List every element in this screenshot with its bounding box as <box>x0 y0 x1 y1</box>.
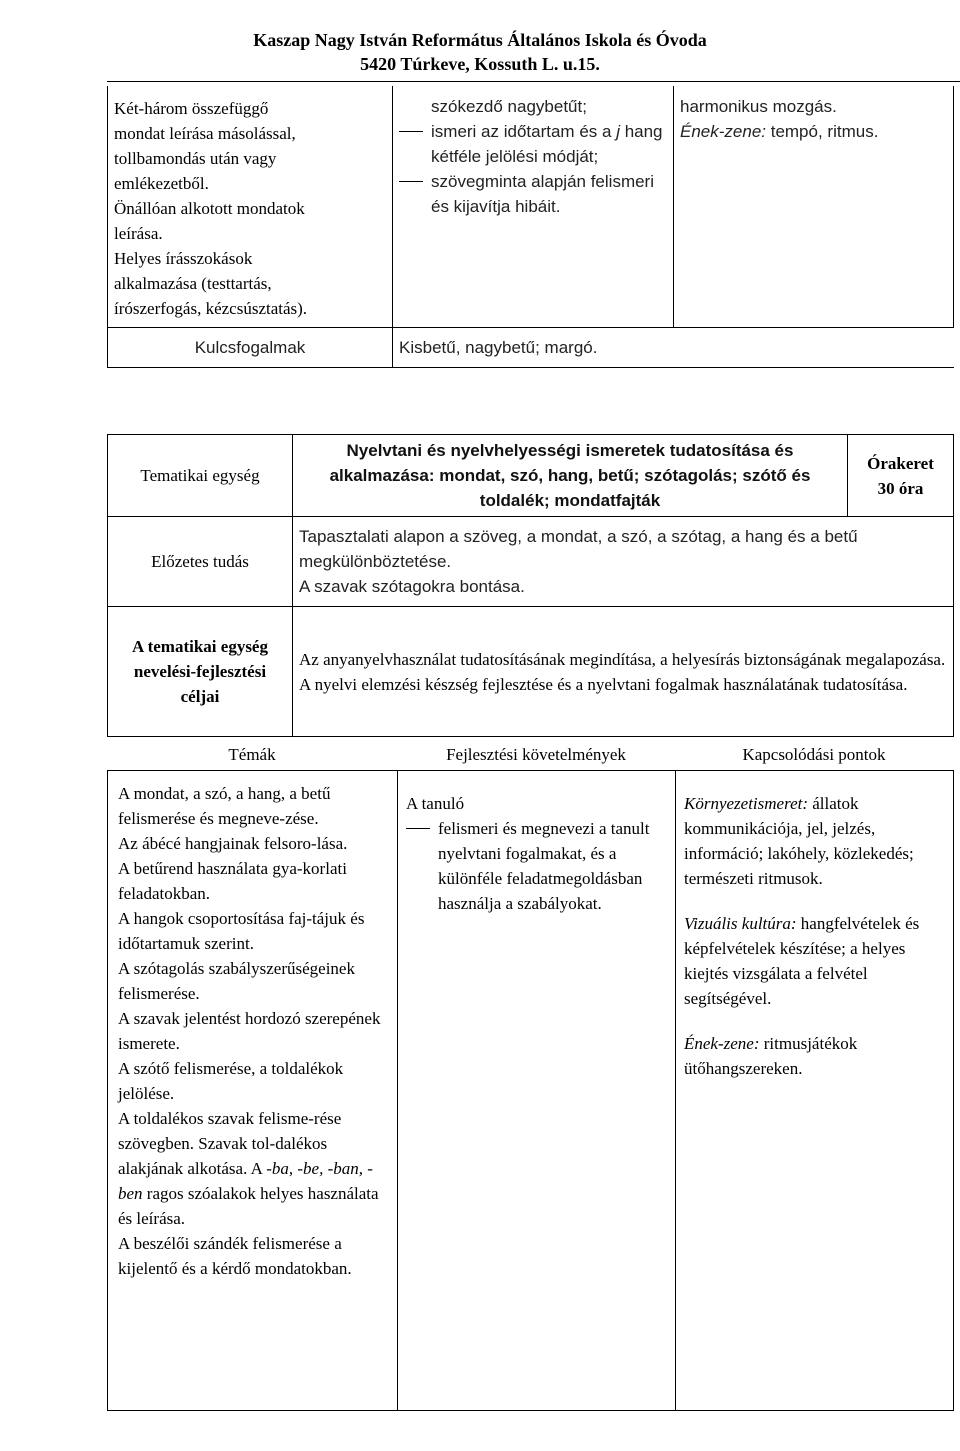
col2-item: szövegminta alapján felismeri és kijavítja hibáit. <box>399 169 667 219</box>
prior-knowledge-label: Előzetes tudás <box>108 517 293 607</box>
unit-title: Nyelvtani és nyelvhelyességi ismeretek tudatosítása és alkalmazása: mondat, szó, hang, betű; szótagolás; szótő és toldalék; mondatfajták <box>293 435 848 517</box>
top-col-1-line: mondat leírása másolással, <box>114 124 296 143</box>
top-col-1-line: tollbamondás után vagy <box>114 149 277 168</box>
requirement-item: felismeri és megnevezi a tanult nyelvtani fogalmakat, és a különféle feladatmegoldásban használja a szabályokat. <box>406 816 667 916</box>
top-col-1-line: Két-három összefüggő <box>114 99 269 118</box>
unit-table <box>107 434 954 737</box>
requirements-cell <box>398 771 676 1411</box>
topic-item: A betűrend használata gya-korlati feladatokban. <box>118 859 347 903</box>
col3-line: harmonikus mozgás. <box>680 97 837 116</box>
top-col-1-line: leírása. <box>114 224 163 243</box>
requirements-intro: A tanuló <box>406 794 465 813</box>
topics-cell <box>108 771 398 1411</box>
top-col-3 <box>674 86 954 327</box>
kulcsfogalmak-label: Kulcsfogalmak <box>108 327 393 367</box>
col3-line: Ének-zene: tempó, ritmus. <box>680 122 879 141</box>
topic-item: A szótagolás szabályszerűségeinek felismerése. <box>118 959 355 1003</box>
unit-label: Tematikai egység <box>108 435 293 517</box>
col2-item: ismeri az időtartam és a j hang kétféle jelölési módját; <box>399 119 667 169</box>
top-table <box>107 86 954 368</box>
top-col-1-line: Önállóan alkotott mondatok <box>114 199 305 218</box>
prior-knowledge-text: Tapasztalati alapon a szöveg, a mondat, a szó, a szótag, a hang és a betű megkülönböztetése. A szavak szótagokra bontása. <box>293 517 954 607</box>
top-col-1-line: emlékezetből. <box>114 174 209 193</box>
top-col-1-line: írószerfogás, kézcsúsztatás). <box>114 299 308 318</box>
hours-label: Órakeret <box>867 453 934 473</box>
topic-item: A hangok csoportosítása faj-tájuk és időtartamuk szerint. <box>118 909 365 953</box>
topic-item: Az ábécé hangjainak felsoro-lása. <box>118 834 348 853</box>
link-item: Vizuális kultúra: hangfelvételek és képfelvételek készítése; a helyes kiejtés vizsgálata a felvétel segítségével. <box>684 914 920 1008</box>
school-address: 5420 Túrkeve, Kossuth L. u.15. <box>360 54 600 74</box>
topic-item: A szótő felismerése, a toldalékok jelölése. <box>118 1059 344 1103</box>
col2-list <box>399 119 667 219</box>
unit-hours <box>848 435 954 517</box>
kulcsfogalmak-value: Kisbetű, nagybetű; margó. <box>393 327 954 367</box>
link-item: Környezetismeret: állatok kommunikációja, jel, jelzés, információ; lakóhely, közlekedés; természeti ritmusok. <box>684 794 914 888</box>
topic-item: A mondat, a szó, a hang, a betű felismerése és megneve-zése. <box>118 784 331 828</box>
link-item: Ének-zene: ritmusjátékok ütőhangszereken. <box>684 1034 858 1078</box>
topic-item: A szavak jelentést hordozó szerepének ismerete. <box>118 1009 381 1053</box>
content-table <box>107 770 954 1411</box>
header-topics: Témák <box>228 745 276 764</box>
topic-item: A toldalékos szavak felisme-rése szövegben. Szavak tol-dalékos alakjának alkotása. A -ba, -be, -ban, -ben ragos szóalakok helyes használata és leírása. <box>118 1109 379 1228</box>
col2-continuation: szókezdő nagybetűt; <box>431 97 587 116</box>
top-col-2 <box>393 86 674 327</box>
header-divider <box>107 81 960 82</box>
topic-item: A beszélői szándék felismerése a kijelentő és a kérdő mondatokban. <box>118 1234 352 1278</box>
top-col-1-line: Helyes írásszokások <box>114 249 253 268</box>
goals-text: Az anyanyelvhasználat tudatosításának megindítása, a helyesírás biztonságának megalapozása. A nyelvi elemzési készség fejlesztése és a nyelvtani fogalmak használatának tudatosítása. <box>293 607 954 737</box>
hours-value: 30 óra <box>877 478 924 498</box>
header-requirements: Fejlesztési követelmények <box>446 745 626 764</box>
school-name: Kaszap Nagy István Református Általános Iskola és Óvoda <box>253 30 707 50</box>
requirements-list <box>406 816 667 916</box>
top-col-1-line: alkalmazása (testtartás, <box>114 274 272 293</box>
goals-label: A tematikai egység nevelési-fejlesztési céljai <box>108 607 293 737</box>
column-headers <box>107 742 953 770</box>
top-col-1 <box>108 86 393 327</box>
links-cell <box>676 771 954 1411</box>
header-links: Kapcsolódási pontok <box>742 745 886 764</box>
